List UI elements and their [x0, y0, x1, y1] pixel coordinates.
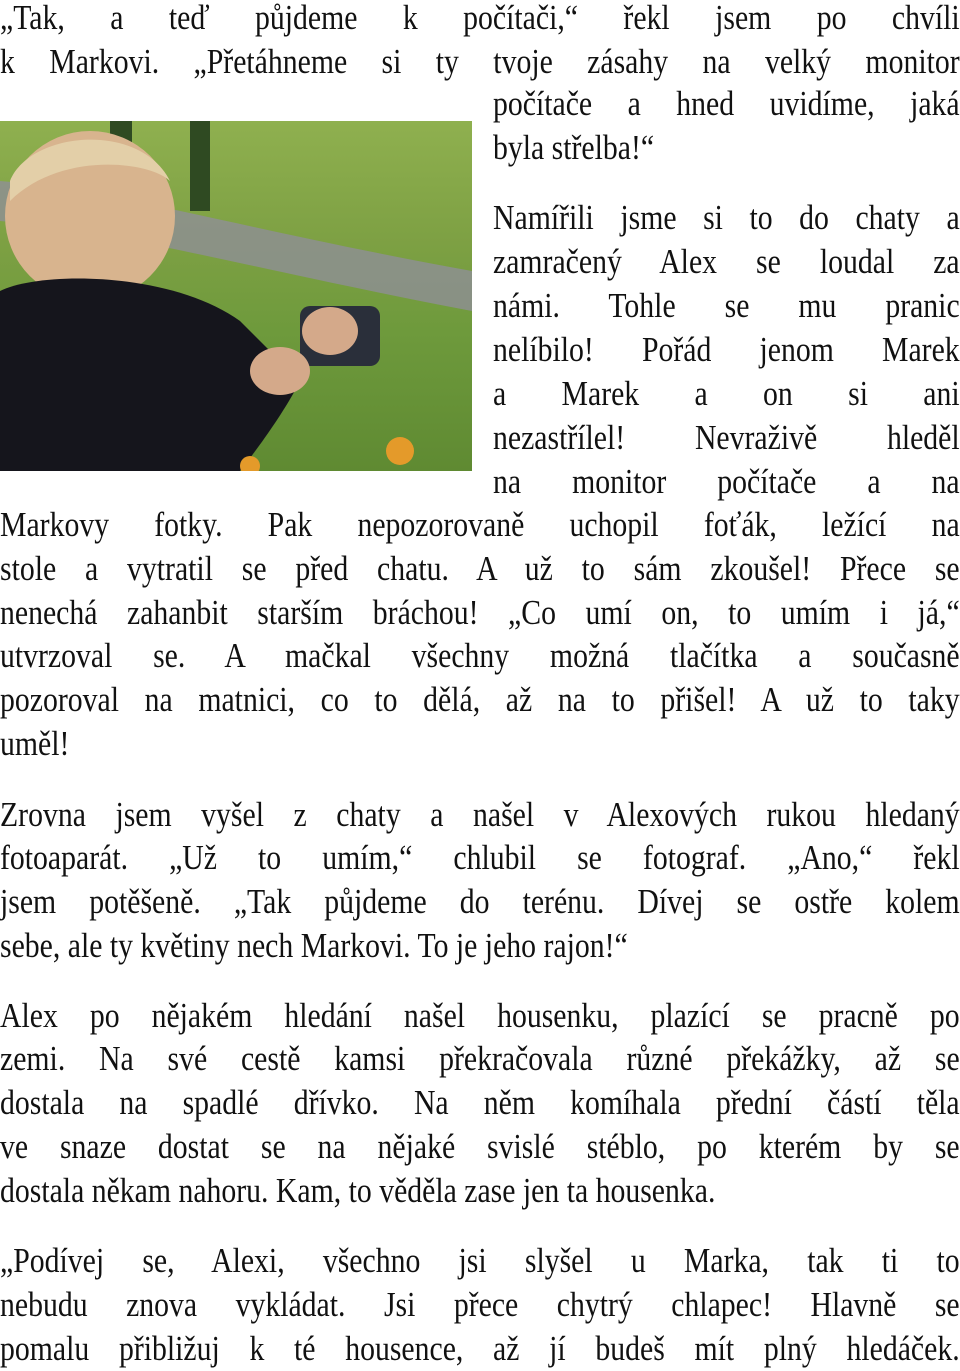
text-line: nelíbilo! Pořád jenom Marek: [493, 330, 960, 369]
text-line: pozoroval na matnici, co to dělá, až na to přišel! A už to taky: [0, 680, 960, 719]
text-line: ve snaze dostat se na nějaké svislé stéblo, po kterém by se: [0, 1127, 960, 1166]
text-line: utvrzoval se. A mačkal všechny možná tlačítka a současně: [0, 636, 960, 675]
text-line: jsem potěšeně. „Tak půjdeme do terénu. Dívej se ostře kolem: [0, 882, 960, 921]
text-line: sebe, ale ty květiny nech Markovi. To je jeho rajon!“: [0, 926, 628, 965]
text-line: Alex po nějakém hledání našel housenku, plazící se pracně po: [0, 996, 960, 1035]
text-line: a Marek a on si ani: [493, 374, 960, 413]
text-line: fotoaparát. „Už to umím,“ chlubil se fotograf. „Ano,“ řekl: [0, 838, 960, 877]
text-line: Zrovna jsem vyšel z chaty a našel v Alexových rukou hledaný: [0, 795, 960, 834]
text-line: námi. Tohle se mu pranic: [493, 286, 960, 325]
text-line: „Podívej se, Alexi, všechno jsi slyšel u Marka, tak ti to: [0, 1241, 960, 1280]
text-line: nezastřílel! Nevraživě hleděl: [493, 418, 960, 457]
text-line: dostala někam nahoru. Kam, to věděla zase jen ta housenka.: [0, 1171, 716, 1210]
text-line: zamračený Alex se loudal za: [493, 242, 960, 281]
photo-illustration: [0, 121, 472, 471]
text-line: počítače a hned uvidíme, jaká: [493, 84, 960, 123]
text-line: Markovy fotky. Pak nepozorovaně uchopil foťák, ležící na: [0, 505, 960, 544]
text-line: nebudu znova vykládat. Jsi přece chytrý chlapec! Hlavně se: [0, 1285, 960, 1324]
text-line: dostala na spadlé dřívko. Na něm komíhala přední částí těla: [0, 1083, 960, 1122]
text-line: zemi. Na své cestě kamsi překračovala různé překážky, až se: [0, 1039, 960, 1078]
text-line: pomalu přibližuj k té housence, až jí budeš mít plný hledáček.: [0, 1329, 960, 1368]
text-line: k Markovi. „Přetáhneme si ty tvoje zásahy na velký monitor: [0, 42, 960, 81]
text-line: byla střelba!“: [493, 128, 655, 167]
text-line: na monitor počítače a na: [493, 462, 960, 501]
text-line: „Tak, a teď půjdeme k počítači,“ řekl jsem po chvíli: [0, 0, 960, 37]
text-line: uměl!: [0, 724, 70, 763]
text-line: Namířili jsme si to do chaty a: [493, 198, 960, 237]
photo-boy-with-camera: [0, 121, 472, 471]
text-line: nenechá zahanbit starším bráchou! „Co umí on, to umím i já,“: [0, 593, 960, 632]
text-line: stole a vytratil se před chatu. A už to sám zkoušel! Přece se: [0, 549, 960, 588]
